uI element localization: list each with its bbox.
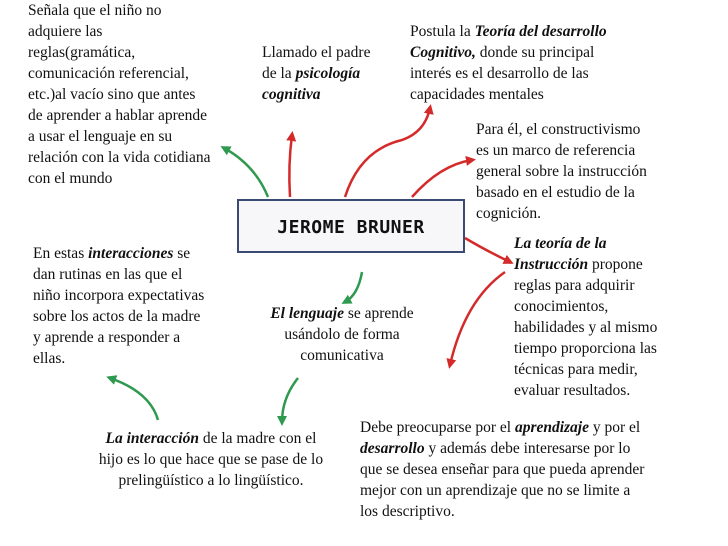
node-line: de aprender a hablar aprende <box>28 107 207 124</box>
node-line: prelingüístico a lo lingüístico. <box>118 472 304 489</box>
arrow-to-theory-dev <box>345 108 430 197</box>
node-line: El lenguaje se aprende <box>270 305 414 322</box>
node-line: a usar el lenguaje en su <box>28 128 173 145</box>
node-line: basado en el estudio de la <box>476 184 635 201</box>
node-line: los descriptivo. <box>360 503 455 520</box>
node-line: La interacción de la madre con el <box>105 430 317 447</box>
node-learning <box>360 417 644 522</box>
node-line: Para él, el constructivismo <box>476 121 641 138</box>
arrow-from-interaction-to-interactions <box>110 378 158 420</box>
node-language <box>244 303 440 366</box>
emphasis-psicologia: psicología <box>295 65 361 82</box>
node-line <box>262 84 370 105</box>
node-line: reglas para adquirir <box>514 277 635 294</box>
central-title: JEROME BRUNER <box>277 217 425 238</box>
node-line: con el mundo <box>28 170 113 187</box>
node-line: relación con la vida cotidiana <box>28 149 211 166</box>
node-line: conocimientos, <box>514 298 609 315</box>
arrow-language-to-interaction <box>282 378 298 422</box>
node-line: hijo es lo que hace que se pase de lo <box>98 451 324 468</box>
node-instruction <box>514 233 657 401</box>
node-theory-dev <box>410 21 607 105</box>
node-line: cognición. <box>476 205 541 222</box>
node-line: capacidades mentales <box>410 86 544 103</box>
emphasis-cognitiva: cognitiva <box>262 86 321 103</box>
node-line: Postula la Teoría del desarrollo <box>410 23 607 40</box>
node-line: La teoría de la <box>514 235 607 252</box>
node-interaction-mother <box>70 428 352 491</box>
node-line: Llamado el padre <box>262 44 371 61</box>
node-line: habilidades y al mismo <box>514 319 658 336</box>
node-line: ellas. <box>33 350 66 367</box>
node-constructivism <box>476 119 647 224</box>
arrow-to-left-top <box>224 148 268 197</box>
arrow-to-father <box>289 135 292 197</box>
node-line: sobre los actos de la madre <box>33 308 201 325</box>
node-line: interés es el desarrollo de las <box>410 65 589 82</box>
node-father <box>262 42 370 105</box>
node-line: de la psicología <box>262 65 361 82</box>
node-line: técnicas para medir, <box>514 361 638 378</box>
node-line: general sobre la instrucción <box>476 163 647 180</box>
node-line: Cognitivo, donde su principal <box>410 44 595 61</box>
node-interactions <box>33 243 204 369</box>
central-node <box>237 199 465 253</box>
node-line: Señala que el niño no <box>28 2 162 19</box>
node-line: es un marco de referencia <box>476 142 636 159</box>
node-line: dan rutinas en las que el <box>33 266 183 283</box>
arrow-to-language <box>345 272 362 302</box>
node-line: Debe preocuparse por el aprendizaje y por el <box>360 419 641 436</box>
node-line: etc.)al vacío sino que antes <box>28 86 196 103</box>
node-left-top <box>28 0 210 189</box>
node-line: tiempo proporciona las <box>514 340 657 357</box>
node-line: Instrucción propone <box>514 256 643 273</box>
node-line: comunicación referencial, <box>28 65 189 82</box>
node-line: que se desea enseñar para que pueda aprender <box>360 461 645 478</box>
arrow-to-learning <box>450 272 505 365</box>
arrow-to-constructivism <box>412 160 472 197</box>
node-line: mejor con un aprendizaje que no se limite a <box>360 482 631 499</box>
node-line: niño incorpora expectativas <box>33 287 205 304</box>
node-line: evaluar resultados. <box>514 382 631 399</box>
node-line: usándolo de forma <box>284 326 400 343</box>
node-line: reglas(gramática, <box>28 44 136 61</box>
node-line: desarrollo y además debe interesarse por lo <box>360 440 631 457</box>
arrow-to-instruction <box>465 238 510 262</box>
node-line: adquiere las <box>28 23 103 40</box>
node-line: y aprende a responder a <box>33 329 181 346</box>
node-line: En estas interacciones se <box>33 245 191 262</box>
node-line: comunicativa <box>300 347 384 364</box>
